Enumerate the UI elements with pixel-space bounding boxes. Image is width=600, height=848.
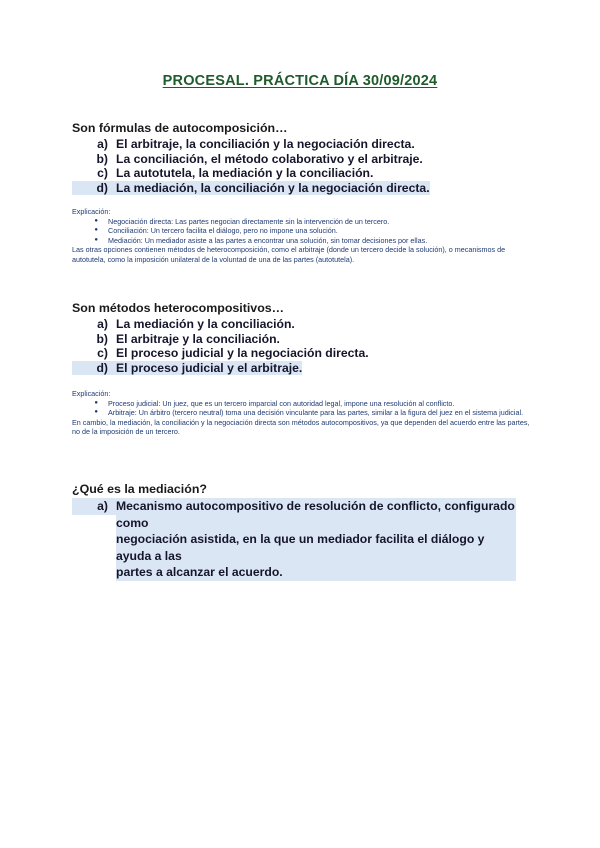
bullet-text: Proceso judicial: Un juez, que es un tercero imparcial con autoridad legal, impone una resolución al conflicto. bbox=[108, 398, 455, 408]
bullet-icon: ● bbox=[94, 236, 98, 243]
question-2 bbox=[72, 301, 542, 375]
question-3-options bbox=[72, 498, 542, 581]
option-letter: d) bbox=[72, 181, 116, 196]
option-a-correct[interactable] bbox=[72, 498, 542, 581]
option-a[interactable] bbox=[72, 317, 542, 332]
bullet-text: Negociación directa: Las partes negocian directamente sin la intervención de un tercero. bbox=[108, 216, 390, 226]
bullet-icon: ● bbox=[94, 409, 98, 416]
bullet-text: Conciliación: Un tercero facilita el diálogo, pero no impone una solución. bbox=[108, 226, 338, 236]
explanation-bullets bbox=[72, 399, 534, 418]
option-letter: a) bbox=[72, 498, 116, 515]
bullet-icon: ● bbox=[94, 399, 98, 406]
explanation-note: En cambio, la mediación, la conciliación y la negociación directa son métodos autocompositivos, ya que dependen del acuerdo entre las partes, no de la imposición de un tercero. bbox=[72, 417, 530, 437]
option-text: La mediación, la conciliación y la negociación directa. bbox=[116, 180, 430, 195]
option-letter: a) bbox=[97, 137, 108, 151]
question-2-options bbox=[72, 317, 542, 375]
option-text-line: partes a alcanzar el acuerdo. bbox=[116, 565, 283, 579]
explanation-label: Explicación: bbox=[72, 389, 111, 398]
explanation-bullet bbox=[72, 408, 534, 418]
question-3-prompt: ¿Qué es la mediación? bbox=[72, 482, 207, 496]
option-c[interactable] bbox=[72, 166, 542, 181]
explanation-bullet bbox=[72, 399, 534, 409]
option-text: El arbitraje y la conciliación. bbox=[116, 331, 280, 346]
option-text: El arbitraje, la conciliación y la negociación directa. bbox=[116, 137, 415, 151]
question-3 bbox=[72, 482, 542, 581]
option-c[interactable] bbox=[72, 346, 542, 361]
question-1 bbox=[72, 121, 542, 195]
question-2-prompt: Son métodos heterocompositivos… bbox=[72, 301, 285, 315]
option-letter: c) bbox=[97, 346, 108, 360]
option-text: La mediación y la conciliación. bbox=[116, 317, 295, 331]
option-letter: a) bbox=[97, 317, 108, 331]
explanation-label: Explicación: bbox=[72, 207, 111, 216]
option-letter: b) bbox=[96, 151, 108, 166]
explanation-bullet bbox=[72, 226, 534, 236]
option-letter: b) bbox=[96, 331, 108, 346]
explanation-2 bbox=[72, 389, 534, 437]
question-1-options bbox=[72, 137, 542, 195]
bullet-text: Mediación: Un mediador asiste a las partes a encontrar una solución, sin tomar decisiones por ellas. bbox=[108, 235, 428, 245]
option-b[interactable] bbox=[72, 152, 542, 167]
option-letter: d) bbox=[72, 361, 116, 376]
explanation-1 bbox=[72, 207, 534, 265]
option-d-correct[interactable] bbox=[72, 361, 542, 376]
option-text-line: negociación asistida, en la que un mediador facilita el diálogo y ayuda a las bbox=[116, 532, 485, 563]
question-1-prompt: Son fórmulas de autocomposición… bbox=[72, 121, 288, 135]
explanation-note: Las otras opciones contienen métodos de heterocomposición, como el arbitraje (donde un tercero decide la solución), o mecanismos de autotutela, como la imposición unilateral de la voluntad de una de las partes (autotutela). bbox=[72, 245, 506, 264]
option-text: El proceso judicial y la negociación directa. bbox=[116, 346, 369, 360]
option-letter: c) bbox=[97, 166, 108, 180]
option-text: La conciliación, el método colaborativo y el arbitraje. bbox=[116, 151, 423, 166]
option-a[interactable] bbox=[72, 137, 542, 152]
option-b[interactable] bbox=[72, 332, 542, 347]
option-text bbox=[116, 498, 516, 581]
option-text: La autotutela, la mediación y la conciliación. bbox=[116, 166, 374, 180]
explanation-bullet bbox=[72, 217, 534, 227]
page-title: PROCESAL. PRÁCTICA DÍA 30/09/2024 bbox=[162, 73, 438, 89]
option-text: El proceso judicial y el arbitraje. bbox=[116, 360, 303, 375]
explanation-bullets bbox=[72, 217, 534, 246]
explanation-bullet bbox=[72, 236, 534, 246]
option-text-line: Mecanismo autocompositivo de resolución de conflicto, configurado como bbox=[116, 499, 515, 530]
bullet-text: Arbitraje: Un árbitro (tercero neutral) toma una decisión vinculante para las partes, similar a la figura del juez en el sistema judicial. bbox=[108, 408, 524, 418]
bullet-icon: ● bbox=[94, 217, 98, 224]
option-d-correct[interactable] bbox=[72, 181, 542, 196]
bullet-icon: ● bbox=[94, 227, 98, 234]
